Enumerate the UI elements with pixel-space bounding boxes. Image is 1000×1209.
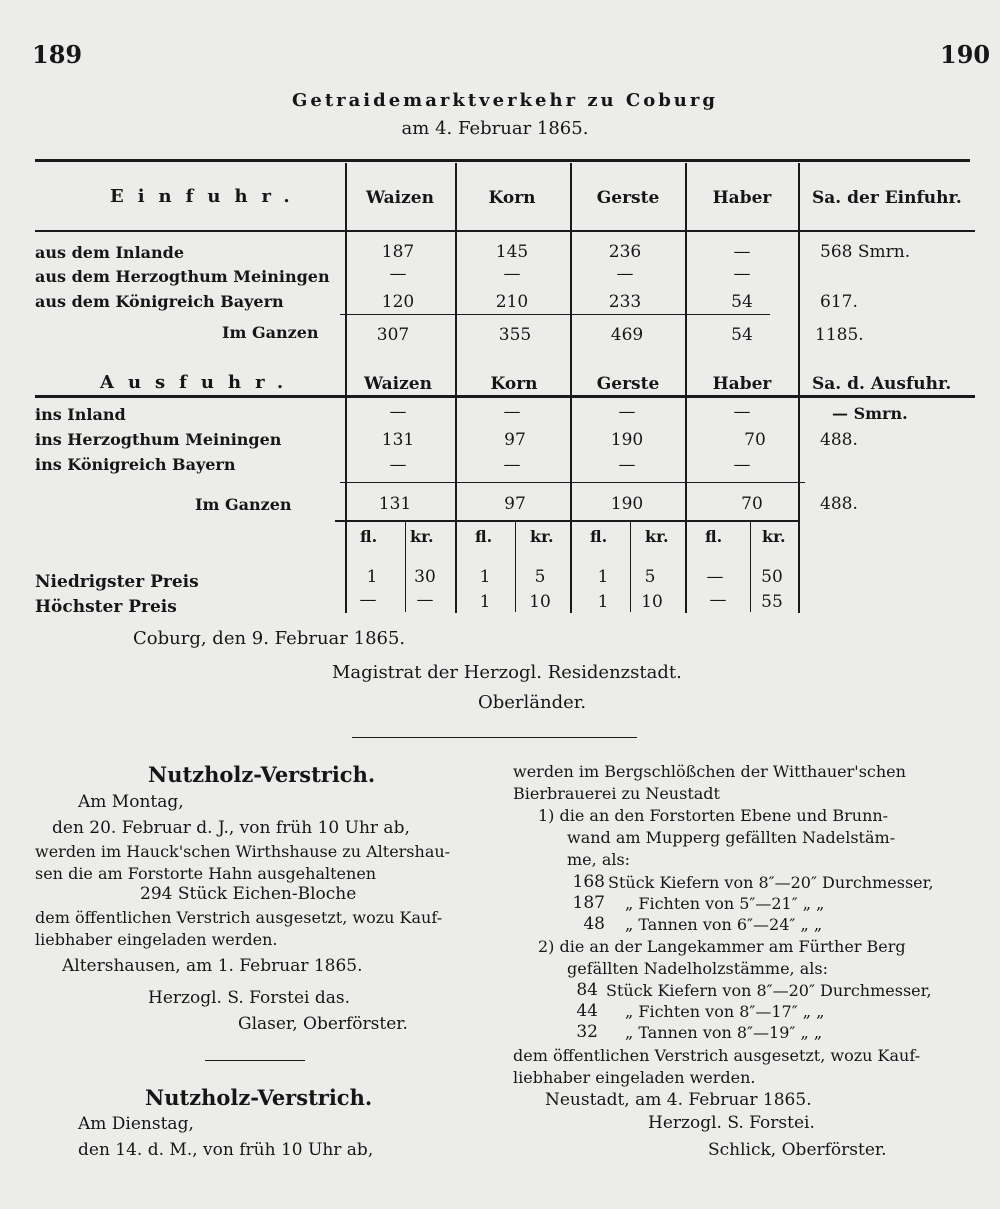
col-rule-1 (345, 163, 347, 613)
price-cell: 1 (366, 567, 378, 587)
notice1-line: sen die am Forstorte Hahn ausgehaltenen (35, 864, 377, 883)
einfuhr-cell: 120 (381, 292, 415, 312)
col-header-gerste-2: Gerste (596, 374, 660, 394)
col-rule-2 (455, 163, 457, 613)
einfuhr-cell: 145 (495, 242, 529, 262)
notice2-line: den 14. d. M., von früh 10 Uhr ab, (78, 1140, 374, 1160)
einfuhr-row-label: aus dem Herzogthum Meiningen (35, 267, 330, 286)
ausfuhr-cell: 97 (504, 430, 526, 450)
einfuhr-cell: — (733, 242, 751, 262)
price-cell: 55 (761, 592, 783, 612)
ausfuhr-header: Ausfuhr. (100, 372, 298, 393)
unit-kr: kr. (762, 527, 786, 546)
ausfuhr-total-cell: 131 (378, 494, 412, 514)
col-header-sum-ausfuhr: Sa. d. Ausfuhr. (812, 374, 952, 394)
price-cell: — (416, 590, 434, 610)
ausfuhr-total-rule (340, 482, 805, 483)
col-header-korn: Korn (488, 188, 536, 208)
wood-text: „ Tannen von 6″—24″ „ „ (625, 915, 823, 934)
unit-fl: fl. (475, 527, 493, 546)
hoechster-label: Höchster Preis (35, 597, 177, 617)
ausfuhr-sum: — Smrn. (832, 404, 908, 423)
notice2-outro: dem öffentlichen Verstrich ausgesetzt, wozu Kauf- (513, 1046, 921, 1065)
notice1-line: Am Montag, (78, 792, 184, 812)
notice1-signer: Glaser, Oberförster. (238, 1014, 408, 1034)
ausfuhr-cell: — (618, 402, 636, 422)
ausfuhr-header-rule (35, 395, 975, 398)
notice2-item2: gefällten Nadelholzstämme, als: (567, 959, 828, 978)
ausfuhr-cell: — (733, 455, 751, 475)
wood-text: Stück Kiefern von 8″—20″ Durchmesser, (606, 981, 932, 1000)
ausfuhr-cell: — (733, 402, 751, 422)
einfuhr-row-label: aus dem Inlande (35, 243, 185, 262)
ausfuhr-cell: — (389, 402, 407, 422)
subcol-rule-3 (630, 522, 631, 612)
wood-count: 44 (576, 1001, 598, 1021)
einfuhr-cell: 236 (608, 242, 642, 262)
ausfuhr-cell: — (503, 455, 521, 475)
ausfuhr-total-sum: 488. (820, 494, 858, 514)
einfuhr-total-cell: 307 (376, 325, 410, 345)
notice1-line: liebhaber eingeladen werden. (35, 930, 278, 949)
col-header-gerste: Gerste (596, 188, 660, 208)
wood-text: Stück Kiefern von 8″—20″ Durchmesser, (608, 873, 934, 892)
price-cell: 5 (644, 567, 656, 587)
unit-kr: kr. (410, 527, 434, 546)
wood-count: 32 (576, 1022, 598, 1042)
subcol-rule-2 (515, 522, 516, 612)
einfuhr-header: Einfuhr. (110, 186, 304, 207)
einfuhr-total-cell: 54 (731, 325, 753, 345)
einfuhr-cell: — (389, 264, 407, 284)
einfuhr-row-label: aus dem Königreich Bayern (35, 292, 284, 311)
wood-text: „ Tannen von 8″—19″ „ „ (625, 1023, 823, 1042)
price-cell: 10 (641, 592, 663, 612)
notice2-item1: wand am Mupperg gefällten Nadelstäm- (567, 828, 896, 847)
ausfuhr-cell: 70 (744, 430, 766, 450)
notice1-line: 294 Stück Eichen-Bloche (140, 884, 357, 904)
col-header-haber: Haber (712, 188, 772, 208)
price-cell: 50 (761, 567, 783, 587)
price-cell: 1 (597, 592, 609, 612)
wood-count: 168 (572, 872, 605, 892)
ausfuhr-row-label: ins Königreich Bayern (35, 455, 236, 474)
wood-count: 84 (576, 980, 598, 1000)
page-number-right: 190 (940, 40, 991, 69)
notice2-intro: werden im Bergschlößchen der Witthauer'schen (513, 762, 906, 781)
notice2-item1: 1) die an den Forstorten Ebene und Brunn- (538, 806, 889, 825)
notice2-item2: 2) die an der Langekammer am Fürther Berg (538, 937, 906, 956)
einfuhr-cell: — (616, 264, 634, 284)
unit-kr: kr. (530, 527, 554, 546)
unit-kr: kr. (645, 527, 669, 546)
notice1-line: werden im Hauck'schen Wirthshause zu Altershau- (35, 842, 451, 861)
notice2-item1: me, als: (567, 850, 631, 869)
ausfuhr-row-label: ins Inland (35, 405, 126, 424)
notice1-office: Herzogl. S. Forstei das. (148, 988, 351, 1008)
notice1-line: den 20. Februar d. J., von früh 10 Uhr ab, (52, 818, 410, 838)
notice2-place-date: Neustadt, am 4. Februar 1865. (545, 1090, 812, 1110)
einfuhr-cell: 233 (608, 292, 642, 312)
page-number-left: 189 (32, 40, 83, 69)
notice2-line: Am Dienstag, (78, 1114, 194, 1134)
market-place-date: Coburg, den 9. Februar 1865. (133, 628, 406, 649)
ausfuhr-cell: 190 (610, 430, 644, 450)
notice1-line: dem öffentlichen Verstrich ausgesetzt, wozu Kauf- (35, 908, 443, 927)
col-rule-4 (685, 163, 687, 613)
notice1-place-date: Altershausen, am 1. Februar 1865. (62, 956, 363, 976)
wood-text: „ Fichten von 5″—21″ „ „ (625, 894, 825, 913)
price-cell: 1 (479, 592, 491, 612)
col-header-haber-2: Haber (712, 374, 772, 394)
notice-divider (205, 1060, 305, 1061)
price-cell: — (706, 567, 724, 587)
ausfuhr-cell: 131 (381, 430, 415, 450)
wood-count: 187 (572, 893, 605, 913)
ausfuhr-total-label: Im Ganzen (195, 495, 292, 514)
market-title: Getraidemarktverkehr zu Coburg (292, 90, 718, 111)
ausfuhr-row-label: ins Herzogthum Meiningen (35, 430, 282, 449)
einfuhr-sum: 617. (820, 292, 858, 312)
ausfuhr-total-cell: 70 (741, 494, 763, 514)
col-header-waizen: Waizen (366, 188, 434, 208)
col-header-korn-2: Korn (490, 374, 538, 394)
einfuhr-cell: — (503, 264, 521, 284)
unit-fl: fl. (590, 527, 608, 546)
einfuhr-total-rule (340, 314, 770, 315)
col-rule-3 (570, 163, 572, 613)
unit-fl: fl. (705, 527, 723, 546)
ausfuhr-total-cell: 97 (504, 494, 526, 514)
section-divider (352, 737, 637, 738)
notice2-signer: Schlick, Oberförster. (708, 1140, 887, 1160)
price-cell: — (359, 590, 377, 610)
ausfuhr-cell: — (389, 455, 407, 475)
col-header-sum-einfuhr: Sa. der Einfuhr. (812, 188, 962, 208)
price-cell: 1 (597, 567, 609, 587)
col-header-waizen-2: Waizen (364, 374, 432, 394)
einfuhr-sum: 568 Smrn. (820, 242, 911, 262)
einfuhr-header-rule (35, 230, 975, 232)
einfuhr-cell: — (733, 264, 751, 284)
market-authority: Magistrat der Herzogl. Residenzstadt. (332, 662, 682, 683)
ausfuhr-cell: — (503, 402, 521, 422)
col-rule-5 (798, 163, 800, 613)
niedrigster-label: Niedrigster Preis (35, 572, 199, 592)
notice2-outro: liebhaber eingeladen werden. (513, 1068, 756, 1087)
price-cell: — (709, 590, 727, 610)
subcol-rule-4 (750, 522, 751, 612)
price-cell: 30 (414, 567, 436, 587)
wood-count: 48 (583, 914, 605, 934)
price-cell: 10 (529, 592, 551, 612)
price-cell: 5 (534, 567, 546, 587)
wood-text: „ Fichten von 8″—17″ „ „ (625, 1002, 825, 1021)
market-date: am 4. Februar 1865. (401, 118, 589, 139)
unit-fl: fl. (360, 527, 378, 546)
einfuhr-cell: 210 (495, 292, 529, 312)
einfuhr-cell: 187 (381, 242, 415, 262)
notice2-title: Nutzholz-Verstrich. (145, 1085, 373, 1110)
market-signer: Oberländer. (478, 692, 587, 713)
einfuhr-cell: 54 (731, 292, 753, 312)
einfuhr-total-cell: 355 (498, 325, 532, 345)
ausfuhr-cell: — (618, 455, 636, 475)
notice2-intro: Bierbrauerei zu Neustadt (513, 784, 720, 803)
ausfuhr-sum: 488. (820, 430, 858, 450)
table-top-rule (35, 159, 970, 162)
ausfuhr-total-cell: 190 (610, 494, 644, 514)
einfuhr-total-cell: 469 (610, 325, 644, 345)
price-cell: 1 (479, 567, 491, 587)
notice2-office: Herzogl. S. Forstei. (648, 1113, 815, 1133)
einfuhr-total-sum: 1185. (815, 325, 864, 345)
notice1-title: Nutzholz-Verstrich. (148, 762, 376, 787)
einfuhr-total-label: Im Ganzen (222, 323, 319, 342)
subcol-rule-1 (405, 522, 406, 612)
